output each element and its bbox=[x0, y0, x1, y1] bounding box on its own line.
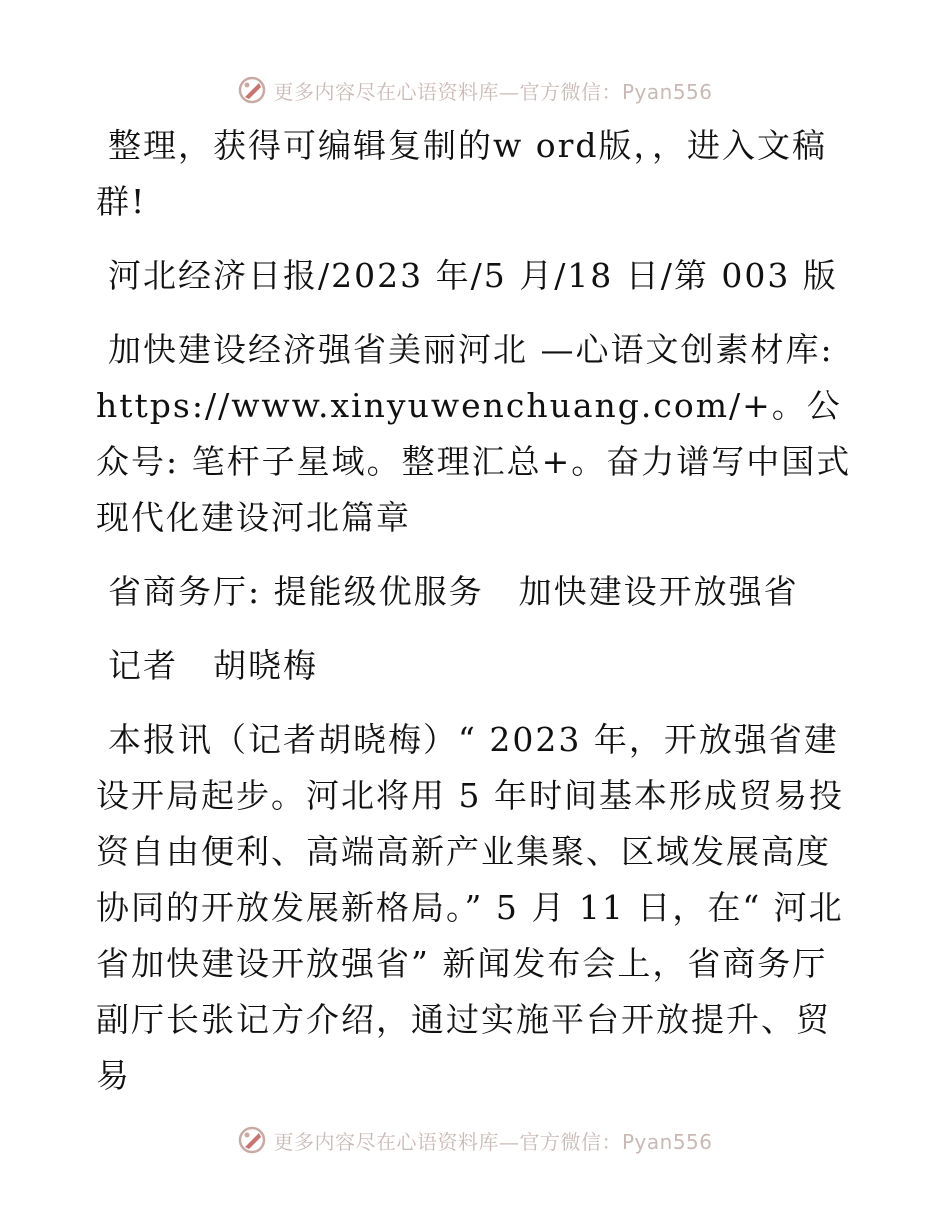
paragraph-body: 本报讯（记者胡晓梅）“ 2023 年，开放强省建设开局起步。河北将用 5 年时间基本形成贸易投资自由便利、高端高新产业集聚、区域发展高度协同的开放发展新格局。” 5 月 11 日，在“ 河北省加快建设开放强省” 新闻发布会上，省商务厅副厅长张记方介绍，通过实施平台开放提升、贸易 bbox=[96, 720, 844, 1095]
paragraph-byline: 记者 胡晓梅 bbox=[108, 646, 318, 685]
paragraph-subheadline: 省商务厅: 提能级优服务 加快建设开放强省 bbox=[108, 572, 799, 611]
document-body bbox=[96, 118, 856, 1122]
paragraph-source-line: 河北经济日报/2023 年/5 月/18 日/第 003 版 bbox=[108, 256, 838, 295]
watermark-main-text: 更多内容尽在心语资料库—官方微信： bbox=[273, 79, 622, 104]
paragraph-headline: 加快建设经济强省美丽河北 —心语文创素材库: https://www.xinyuwenchuang.com/+。公众号: 笔杆子星域。整理汇总+。奋力谱写中国式现代化建设河北篇章 bbox=[96, 330, 852, 537]
quill-circle-logo-icon bbox=[237, 75, 267, 105]
header-watermark bbox=[0, 70, 950, 110]
paragraph-intro: 整理，获得可编辑复制的w ord版，，进入文稿群! bbox=[96, 126, 828, 221]
watermark-text bbox=[273, 1126, 712, 1155]
watermark-main-text: 更多内容尽在心语资料库—官方微信： bbox=[273, 1129, 622, 1154]
footer-watermark bbox=[0, 1120, 950, 1160]
watermark-wechat-id: Pyan556 bbox=[621, 1129, 713, 1154]
watermark-wechat-id: Pyan556 bbox=[621, 79, 713, 104]
watermark-text bbox=[273, 76, 712, 105]
quill-circle-logo-icon bbox=[237, 1125, 267, 1155]
